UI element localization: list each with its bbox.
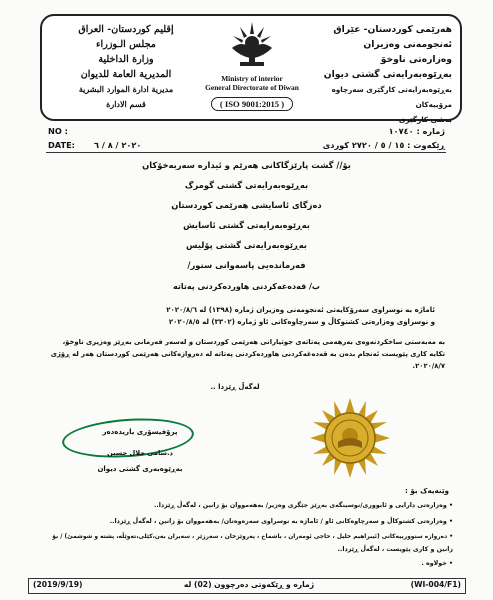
number-line: ژمارە : ١٠٧٤٠ [388,126,445,136]
letterhead-line: مجلس الـوزراء [96,39,156,50]
kurdish-letterhead [302,22,452,127]
reference-line: و نوسراوی وەزارەتی کشتوکاڵ و سەرچاوەکانی ئاو ژمارە (٣٣٠٢) لە ٢٠٢٠/٨/٥ [168,318,435,326]
letterhead-line: مديرية ادارة الموارد البشرية [78,84,174,94]
cc-item: • وەزارەتی کشتوکاڵ و سەرچاوەکانی ئاو / ئاماژە بە نوسراوی سەرەوەتان/ بەهەمووان بۆ زانین ، لەگەڵ ڕێزدا.. [109,518,453,525]
letterhead-line: بەڕێوەبەرایەتی گشتی دیوان [323,69,452,80]
official-seal-icon [308,396,392,480]
divider [46,152,446,153]
letterhead-line: ئەنجومەنی وەزیران [363,39,452,50]
date-value: ٢٠٢٠ / ٨ / ٦ [94,140,142,150]
ministry-name-en: Ministry of interior [221,74,283,83]
reference-line: ئاماژە بە نوسراوی سەرۆکایەتی ئەنجومەنی وەزیران ژمارە (١٣٩٨) لە ٢٠٢٠/٨/٦ [166,306,435,314]
iso-badge: ( ISO 9001:2015 ) [211,97,293,111]
kurdistan-emblem-icon [226,18,278,70]
letterhead-line: هەرێمی کوردستان- عێراق [333,24,452,35]
date-label: DATE: [48,140,75,150]
subject-line: ب/ قەدەغەکردنی هاوردەکردنی پەتاتە [173,282,320,291]
directorate-name-en: General Directorate of Diwan [205,83,299,92]
letterhead-line: المديرية العامة للديوان [80,69,172,80]
body-line: بە مەبەستی ساخکردنەوەی بەرهەمی پەتاتەی جوتیارانی هەرێمی کوردستان و لەسەر فەرمانی بەڕێز وەزیری ناوخۆ، [62,338,445,346]
letterhead-center [202,18,302,111]
letterhead-line: قسم الادارة [106,99,146,109]
letterhead-line: إقليم كوردستان- العراق [78,24,174,35]
recipient-line: بەڕێوەبەرایەتی گشتی گومرگ [184,180,309,190]
number-label: NO : [48,126,68,136]
footer-date: (2019/9/19) [33,580,83,589]
letterhead-line: بەشی کارگێری [398,115,452,124]
letterhead-line: بەڕێوەبەرایەتی کارگێری سەرچاوە مرۆییەکان [331,85,452,109]
form-footer [28,578,466,594]
body-line: تکایە کاری پێویست ئەنجام بدەن بە قەدەغەکردنی هاوردەکردنی پەتاتە لە دەروازەکانی هەرێمی کوردستان هەر لە ڕۆژی [50,350,445,358]
cc-item: • خولاوە . [421,560,453,567]
regards: لەگەڵ ڕێزدا .. [210,383,260,391]
cc-item: • وەزارەتی دارایی و ئابووری/نوسینگەی بەڕێز جێگری وەزیر/ بەهەمووان بۆ زانین ، لەگەڵ ڕێزدا.. [153,502,453,509]
letterhead-line: وەزارەتی ناوخۆ [380,54,452,65]
recipient-line: بۆ// گشت پارێزگاکانی هەرێم و ئیدارە سەربەخۆکان [142,160,351,170]
recipient-line: بەڕێوەبەرایەتی گشتی پۆلیس [186,240,307,250]
recipient-line: بەڕێوەبەرایەتی گشتی ئاسایش [183,220,310,230]
letterhead-line: وزارة الداخلية [98,54,154,65]
signatory-title: پرۆفیسۆری یاریدەدەر [102,428,178,436]
recipient-line: فەرماندەیی پاسەوانی سنور/ [187,260,306,270]
recipient-line: دەزگای ئاسایشی هەرێمی کوردستان [171,200,322,210]
signatory-name: د.سامی جلال حسین [107,449,173,457]
footer-issue-label: ژمارە و ڕێکەوتی دەرچوون (02) لە [183,580,315,589]
signatory-position: بەڕێوەبەری گشتی دیوان [97,465,183,473]
arabic-letterhead [56,22,196,112]
letterhead [40,14,462,124]
cc-title: وێنەیەک بۆ : [405,486,449,495]
kurdish-date: ڕێکەوت : ١٥ / ٥ / ٢٧٢٠ کوردی [322,140,445,150]
cc-item: زانین و کاری پێویست ، لەگەڵ ڕێزدا.. [337,546,453,553]
body-line: ٢٠٢٠/٨/٧. [412,362,445,370]
cc-item: • دەروازە سنوورییەکانی (ئیبراهیم خلیل ، حاجی ئومەران ، باشماخ ، پەروێزخان ، سەرزێر ، سەیران بەن،کێلی،تەوێڵە، پشتە و شوشمێ) / بۆ [52,534,453,540]
footer-form-code: (WI-004/F1) [410,580,461,589]
